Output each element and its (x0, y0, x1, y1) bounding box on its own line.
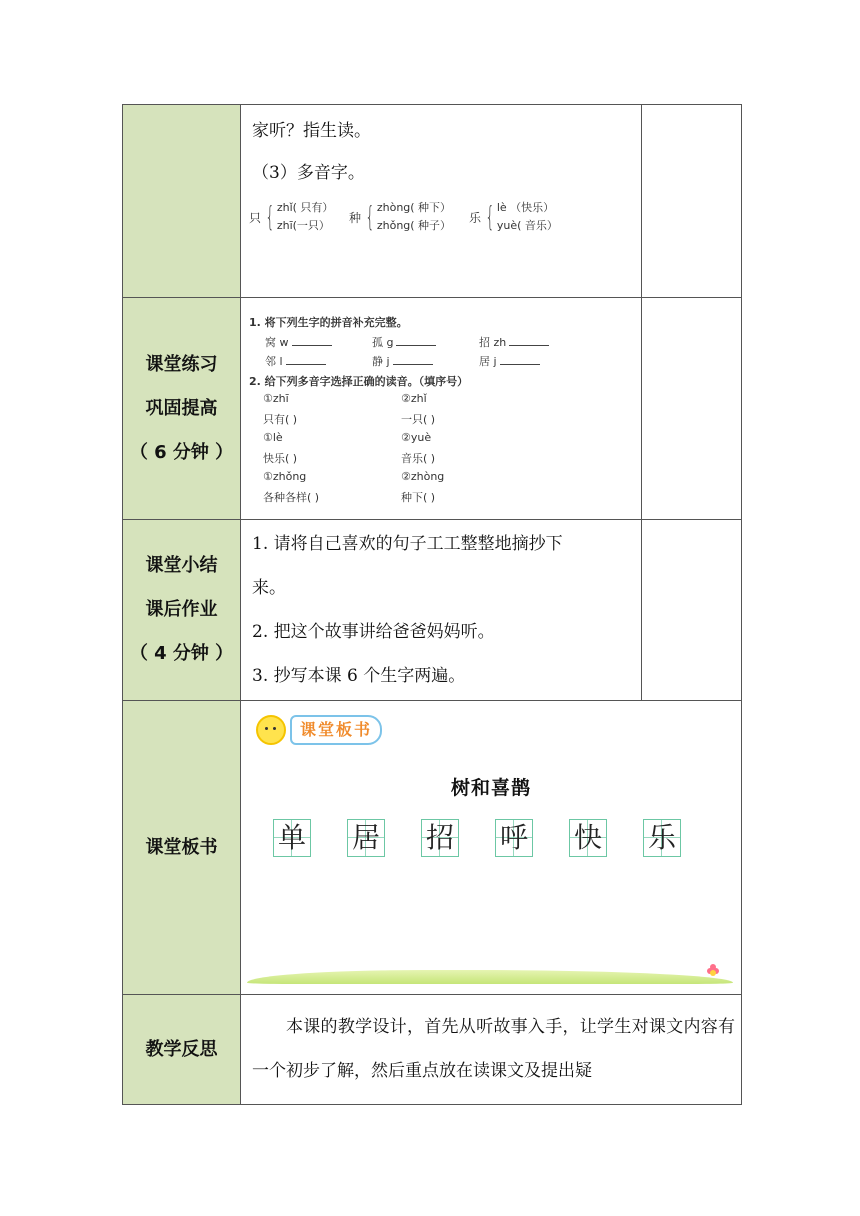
word-item: 音乐( ) (401, 452, 436, 465)
poly-group (469, 199, 558, 235)
side-label: 课堂练习 (145, 353, 218, 375)
row-polyphonic (123, 105, 742, 298)
row-reflection (123, 995, 742, 1105)
question-heading: 2. 给下列多音字选择正确的读音。（填序号） (249, 375, 469, 388)
exercise-image (241, 298, 641, 518)
brace-icon: { (265, 200, 275, 233)
pinyin-option: ①zhǒng (263, 470, 307, 483)
homework-line: 2. 把这个故事讲给爸爸妈妈听。 (252, 622, 495, 642)
character-grid (273, 819, 717, 857)
character-box: 快 (569, 819, 607, 857)
content-cell (241, 520, 642, 701)
fill-item: 居 j (479, 353, 540, 369)
row-board (123, 701, 742, 995)
homework-line: 来。 (252, 578, 286, 598)
side-label: 课后作业 (145, 599, 218, 620)
side-cell (123, 298, 241, 520)
grass-decoration (247, 970, 733, 984)
side-cell (123, 995, 241, 1105)
word-item: 只有( ) (263, 413, 298, 426)
fill-item: 招 zh (479, 334, 549, 350)
poly-option: zhòng( 种下） (376, 201, 452, 214)
poly-option: zhǒng( 种子） (376, 219, 452, 232)
word-item: 各种各样( ) (263, 491, 320, 504)
side-cell-empty (123, 105, 241, 298)
lightbulb-icon (256, 715, 286, 745)
poly-char: 只 (249, 210, 262, 225)
side-label: （ 6 分钟 ） (129, 441, 234, 463)
content-cell (241, 105, 642, 298)
character-box: 呼 (495, 819, 533, 857)
homework-line: 1. 请将自己喜欢的句子工工整整地摘抄下 (252, 534, 563, 554)
board-title: 树和喜鹊 (450, 777, 531, 799)
notes-cell (642, 520, 742, 701)
character-box: 单 (273, 819, 311, 857)
row-exercises (123, 298, 742, 520)
poly-group (249, 199, 333, 235)
pinyin-option: ②yuè (401, 431, 432, 444)
fill-item: 邻 l (265, 353, 326, 369)
side-label: 巩固提高 (145, 397, 218, 419)
side-cell (123, 701, 241, 995)
side-label: （ 4 分钟 ） (129, 643, 234, 664)
pinyin-option: ①lè (263, 431, 283, 444)
word-item: 种下( ) (401, 491, 436, 504)
word-item: 快乐( ) (263, 452, 298, 465)
poly-option: yuè( 音乐） (496, 219, 558, 232)
pinyin-option: ②zhòng (401, 470, 445, 483)
fill-item: 孤 g (372, 334, 436, 350)
poly-option: zhī(一只） (276, 219, 330, 232)
row-homework (123, 520, 742, 701)
side-label: 课堂板书 (145, 836, 218, 858)
brace-icon: { (365, 200, 375, 233)
poly-char: 乐 (469, 210, 482, 225)
text-line: 家听？指生读。 (252, 121, 371, 141)
badge-label: 课堂板书 (290, 715, 382, 745)
board-image (241, 701, 741, 994)
pinyin-option: ①zhī (263, 392, 289, 405)
lesson-plan-table (122, 104, 742, 1105)
flower-icon (707, 964, 719, 976)
homework-line: 3. 抄写本课 6 个生字两遍。 (252, 666, 466, 686)
board-badge (256, 715, 382, 745)
character-box: 乐 (643, 819, 681, 857)
character-box: 招 (421, 819, 459, 857)
notes-cell (642, 298, 742, 520)
word-item: 一只( ) (401, 413, 436, 426)
poly-option: zhǐ( 只有） (276, 201, 334, 214)
poly-option: lè （快乐） (496, 201, 555, 214)
board-cell (241, 701, 742, 995)
question-heading: 1. 将下列生字的拼音补充完整。 (249, 316, 408, 329)
reflection-cell (241, 995, 742, 1105)
character-box: 居 (347, 819, 385, 857)
poly-char: 种 (349, 210, 362, 225)
side-label: 教学反思 (145, 1038, 218, 1060)
brace-icon: { (485, 200, 495, 233)
poly-group (349, 199, 451, 235)
reflection-text: 本课的教学设计，首先从听故事入手，让学生对课文内容有一个初步了解，然后重点放在读课文及提出疑 (252, 1017, 735, 1081)
fill-item: 静 j (372, 353, 433, 369)
content-cell (241, 298, 642, 520)
polyphonic-groups (241, 195, 641, 255)
side-cell (123, 520, 241, 701)
side-label: 课堂小结 (145, 555, 218, 576)
fill-item: 窝 w (265, 334, 332, 350)
pinyin-option: ②zhǐ (401, 392, 427, 405)
text-line: （3）多音字。 (252, 163, 365, 183)
notes-cell (642, 105, 742, 298)
